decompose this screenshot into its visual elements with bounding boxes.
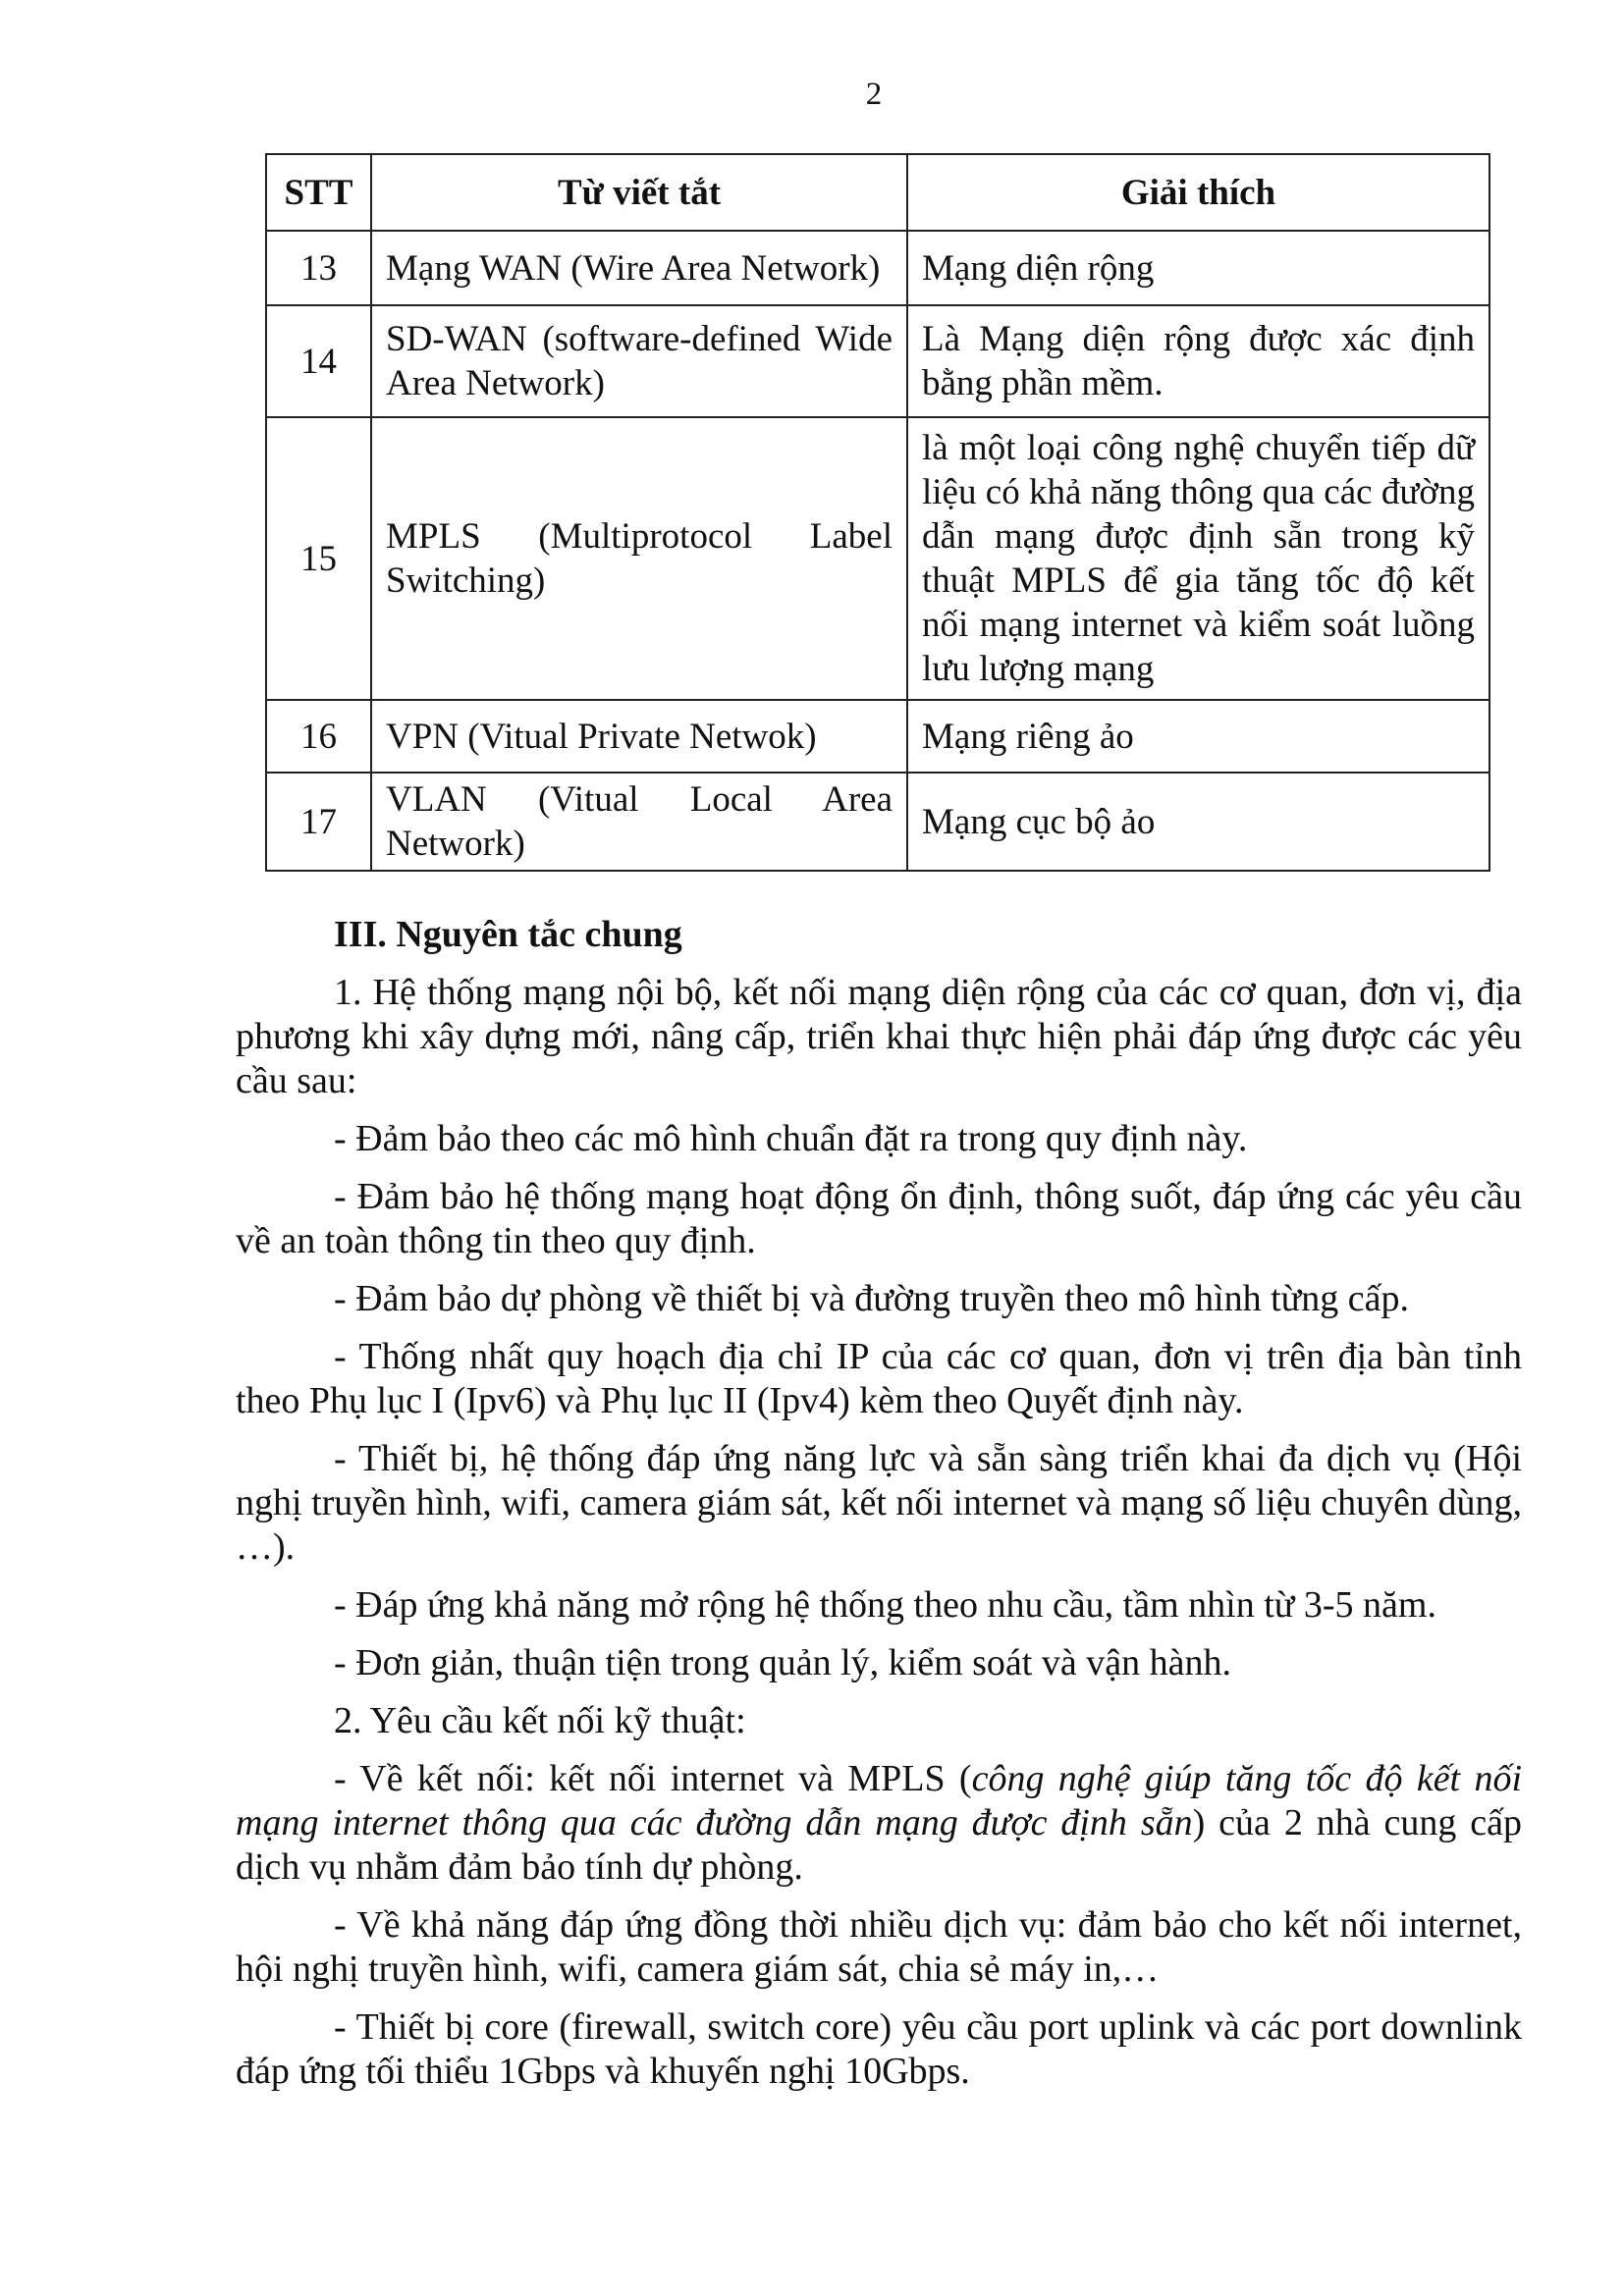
- row-stt: 17: [266, 773, 371, 871]
- header-term: Từ viết tắt: [371, 154, 907, 231]
- paragraph: 2. Yêu cầu kết nối kỹ thuật:: [334, 1700, 746, 1741]
- paragraph: - Thống nhất quy hoạch địa chỉ IP của các cơ quan, đơn vị trên địa bàn tỉnh theo Phụ lục I (Ipv6) và Phụ lục II (Ipv4) kèm theo Quyết định này.: [236, 1336, 1522, 1421]
- row-term: SD-WAN (software-defined Wide Area Network): [371, 305, 907, 417]
- row-term: VLAN (Vitual Local Area Network): [371, 773, 907, 871]
- row-explanation: là một loại công nghệ chuyển tiếp dữ liệu có khả năng thông qua các đường dẫn mạng được định sẵn trong kỹ thuật MPLS để gia tăng tốc độ kết nối mạng internet và kiểm soát luồng lưu lượng mạng: [907, 417, 1489, 700]
- paragraph: - Đảm bảo dự phòng về thiết bị và đường truyền theo mô hình từng cấp.: [334, 1278, 1410, 1319]
- row-term: VPN (Vitual Private Netwok): [371, 700, 907, 773]
- paragraph: [236, 1757, 1522, 1890]
- table-row: [266, 231, 1489, 305]
- row-stt: 15: [266, 417, 371, 700]
- section-heading: III. Nguyên tắc chung: [334, 914, 682, 955]
- paragraph-text: - Về kết nối: kết nối internet và MPLS (: [334, 1758, 972, 1799]
- paragraph: - Thiết bị core (firewall, switch core) yêu cầu port uplink và các port downlink đáp ứng tối thiểu 1Gbps và khuyến nghị 10Gbps.: [236, 2006, 1522, 2092]
- row-explanation: Mạng diện rộng: [907, 231, 1489, 305]
- paragraph: 1. Hệ thống mạng nội bộ, kết nối mạng diện rộng của các cơ quan, đơn vị, địa phương khi xây dựng mới, nâng cấp, triển khai thực hiện phải đáp ứng được các yêu cầu sau:: [236, 972, 1522, 1101]
- row-stt: 16: [266, 700, 371, 773]
- document-body: [236, 913, 1522, 2108]
- paragraph: - Về khả năng đáp ứng đồng thời nhiều dịch vụ: đảm bảo cho kết nối internet, hội nghị truyền hình, wifi, camera giám sát, chia sẻ máy in,…: [236, 1904, 1522, 1990]
- table-row: [266, 773, 1489, 871]
- row-explanation: Mạng cục bộ ảo: [907, 773, 1489, 871]
- paragraph: - Thiết bị, hệ thống đáp ứng năng lực và sẵn sàng triển khai đa dịch vụ (Hội nghị truyền hình, wifi, camera giám sát, kết nối internet và mạng số liệu chuyên dùng, …).: [236, 1438, 1522, 1568]
- table-header-row: [266, 154, 1489, 231]
- row-explanation: Là Mạng diện rộng được xác định bằng phần mềm.: [907, 305, 1489, 417]
- page-number: 2: [865, 77, 883, 112]
- row-stt: 14: [266, 305, 371, 417]
- table-row: [266, 700, 1489, 773]
- row-term: Mạng WAN (Wire Area Network): [371, 231, 907, 305]
- paragraph-text: ) của 2 nhà cung cấp dịch vụ nhằm đảm bảo tính dự phòng.: [236, 1802, 1522, 1888]
- table-row: [266, 417, 1489, 700]
- header-explanation: Giải thích: [907, 154, 1489, 231]
- row-stt: 13: [266, 231, 371, 305]
- paragraph-italic-text: công nghệ giúp tăng tốc độ kết nối mạng internet thông qua các đường dẫn mạng được định sẵn: [236, 1758, 1522, 1843]
- paragraph: - Đảm bảo hệ thống mạng hoạt động ổn định, thông suốt, đáp ứng các yêu cầu về an toàn thông tin theo quy định.: [236, 1176, 1522, 1261]
- abbreviation-table: [265, 153, 1490, 872]
- paragraph: - Đơn giản, thuận tiện trong quản lý, kiểm soát và vận hành.: [334, 1642, 1231, 1683]
- header-stt: STT: [266, 154, 371, 231]
- paragraph: - Đảm bảo theo các mô hình chuẩn đặt ra trong quy định này.: [334, 1118, 1248, 1159]
- row-explanation: Mạng riêng ảo: [907, 700, 1489, 773]
- paragraph: - Đáp ứng khả năng mở rộng hệ thống theo nhu cầu, tầm nhìn từ 3-5 năm.: [334, 1584, 1436, 1626]
- row-term: MPLS (Multiprotocol Label Switching): [371, 417, 907, 700]
- table-row: [266, 305, 1489, 417]
